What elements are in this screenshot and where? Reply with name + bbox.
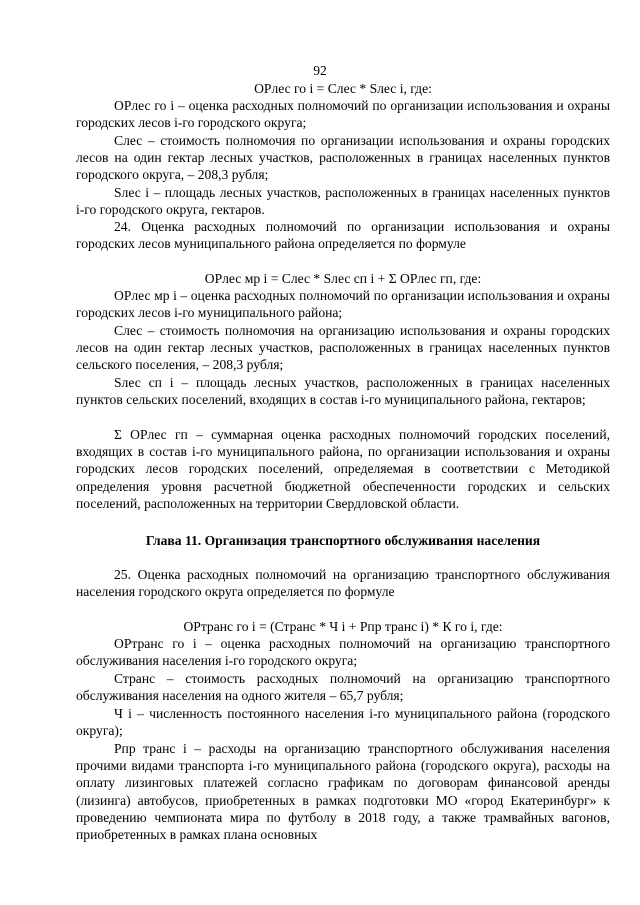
formula-transport-urban-district: ОРтранс го i = (Странс * Ч i + Рпр транс i) * К го i, где: [183, 619, 503, 634]
chapter-heading: Глава 11. Организация транспортного обслуживания населения [145, 533, 541, 548]
item-24-paragraph: 24. Оценка расходных полномочий по организации использования и охраны городских лесов муниципального района определяется по формуле [76, 219, 610, 252]
definition-paragraph: Σ ОРлес гп – суммарная оценка расходных полномочий городских поселений, входящих в состав i-го муниципального района, по организации использования и охраны городских лесов городских поселений, определяемая в соответствии с Методикой определения уровня расчетной бюджетной обеспеченности городских и сельских поселений, расположенных на территории Свердловской области. [76, 427, 610, 511]
definition-paragraph: Sлес i – площадь лесных участков, расположенных в границах населенных пунктов i-го городского округа, гектаров. [76, 185, 610, 218]
definition-paragraph: Рпр транс i – расходы на организацию транспортного обслуживания населения прочими видами транспорта i-го муниципального района (городского округа), расходы на оплату лизинговых платежей согласно графикам по договорам финансовой аренды (лизинга) автобусов, приобретенных в рамках подготовки МО «город Екатеринбург» к проведению чемпионата мира по футболу в 2018 году, а также трамвайных вагонов, приобретенных в рамках плана основных [76, 741, 610, 843]
definition-paragraph: ОРтранс го i – оценка расходных полномочий на организацию транспортного обслуживания населения i-го городского округа; [76, 636, 610, 669]
definition-paragraph: Sлес сп i – площадь лесных участков, расположенных в границах населенных пунктов сельских поселений, входящих в состав i-го муниципального района, гектаров; [76, 375, 610, 408]
definition-paragraph: Ч i – численность постоянного населения i-го муниципального района (городского округа); [76, 706, 610, 739]
item-25-paragraph: 25. Оценка расходных полномочий на организацию транспортного обслуживания населения городского округа определяется по формуле [76, 567, 610, 600]
formula-forest-municipal-district: ОРлес мр i = Cлес * Sлес сп i + Σ ОРлес гп, где: [204, 271, 482, 286]
formula-forest-urban-district: ОРлес го i = Cлес * Sлес i, где: [254, 81, 432, 96]
definition-paragraph: Слес – стоимость полномочия на организацию использования и охраны городских лесов на один гектар лесных участков, расположенных в границах населенных пунктов сельского поселения, – 208,3 рубля; [76, 323, 610, 373]
definition-paragraph: ОРлес го i – оценка расходных полномочий по организации использования и охраны городских лесов i-го городского округа; [76, 98, 610, 131]
definition-paragraph: ОРлес мр i – оценка расходных полномочий по организации использования и охраны городских лесов i-го муниципального района; [76, 288, 610, 321]
definition-paragraph: Слес – стоимость полномочия по организации использования и охраны городских лесов на один гектар лесных участков, расположенных в границах населенных пунктов городского округа, – 208,3 рубля; [76, 133, 610, 183]
page-number: 92 [313, 63, 327, 78]
definition-paragraph: Странс – стоимость расходных полномочий на организацию транспортного обслуживания населения на одного жителя – 65,7 рубля; [76, 671, 610, 704]
